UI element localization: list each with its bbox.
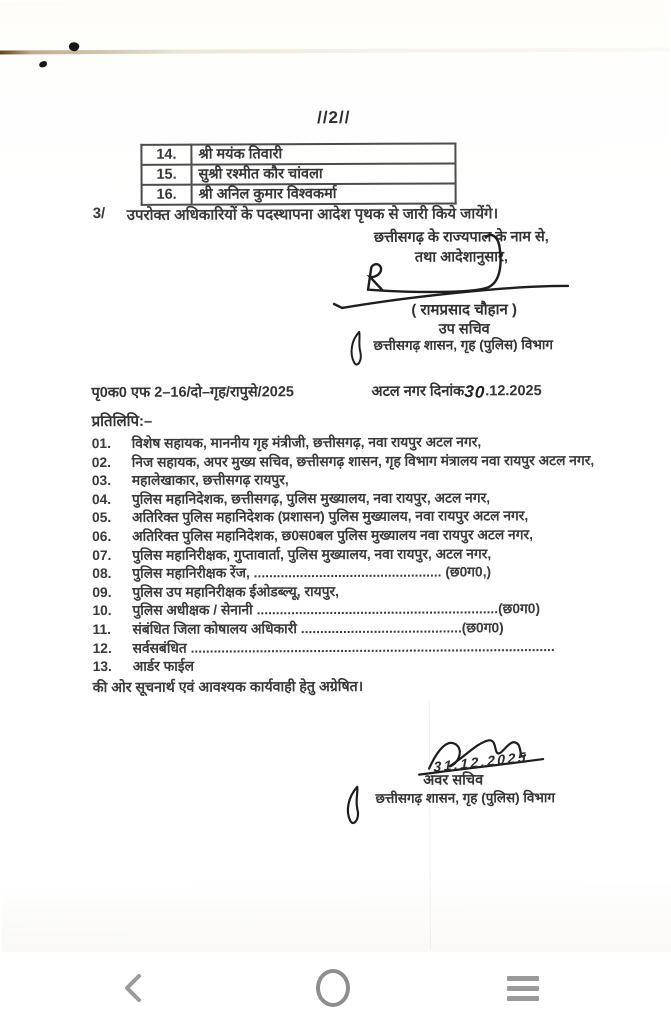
row-number: 15. (141, 165, 191, 185)
reference-line (0, 380, 671, 409)
item-number: 05. (91, 510, 112, 526)
item-number: 10. (92, 603, 112, 619)
item-text: निज सहायक, अपर मुख्य सचिव, छत्तीसगढ़ शासन, गृह विभाग मंत्रालय नवा रायपुर अटल नगर, (131, 452, 595, 470)
list-item (92, 582, 597, 603)
back-button[interactable] (93, 952, 173, 1024)
list-item (92, 507, 597, 528)
item-text: पुलिस महानिदेशक, छत्तीसगढ़, पुलिस मुख्यालय, नवा रायपुर, अटल नगर, (131, 490, 491, 507)
row-number: 16. (142, 185, 192, 205)
list-item (92, 451, 597, 472)
row-number: 14. (141, 145, 191, 165)
authority-line: छत्तीसगढ़ के राज्यपाल के नाम से, (373, 229, 549, 246)
list-item (93, 656, 598, 677)
item-number: 01. (91, 435, 111, 452)
paper-crease (429, 700, 431, 950)
item-number: 09. (92, 584, 112, 600)
signatory-dept: छत्तीसगढ़ शासन, गृह (पुलिस) विभाग (373, 337, 554, 353)
handwritten-date: 31.12.2025 (433, 748, 528, 775)
item-text: पुलिस अधीक्षक / सेनानी ...............................................................(छ0ग0) (132, 601, 541, 619)
authority-block (344, 227, 579, 268)
home-button[interactable] (293, 952, 373, 1024)
item-text: अतिरिक्त पुलिस महानिदेशक (प्रशासन) पुलिस मुख्यालय, नवा रायपुर अटल नगर, (131, 508, 529, 526)
item-number: 07. (92, 547, 112, 563)
table-row (141, 143, 455, 164)
list-item (92, 544, 597, 565)
list-item (92, 563, 597, 584)
back-chevron-icon (121, 972, 145, 1004)
signatory-title: अवर सचिव (423, 772, 484, 789)
item-text: आर्डर फाईल (132, 658, 195, 675)
item-number: 04. (91, 491, 112, 507)
handwritten-day: 30 (463, 381, 486, 403)
signatory-dept: छत्तीसगढ़ शासन, गृह (पुलिस) विभाग (375, 790, 556, 806)
list-item (92, 526, 597, 547)
pen-flourish-icon (343, 785, 363, 825)
item-number: 03. (91, 473, 112, 489)
item-text: संबंधित जिला कोषालय अधिकारी ..........................................(छ0ग0) (132, 620, 504, 637)
signatory-name: ( रामप्रसाद चौहान ) (411, 301, 517, 319)
copy-heading: प्रतिलिपि:– (91, 412, 153, 431)
item-text: महालेखाकार, छत्तीसगढ़ रायपुर, (131, 472, 289, 489)
officer-name: श्री अनिल कुमार विश्वकर्मा (192, 183, 456, 204)
officers-table (140, 142, 456, 205)
item-number: 11. (92, 621, 111, 637)
list-item (92, 619, 597, 640)
date-label: अटल नगर दिनांक (371, 383, 465, 400)
item-number: 02. (91, 454, 112, 470)
item-text: पुलिस महानिरीक्षक रेंज, ................................................. (छ0ग0,) (132, 564, 492, 582)
list-item (92, 433, 597, 454)
reference-number: पृ0क0 एफ 2–16/दो–गृह/रापुसे/2025 (91, 384, 294, 402)
table-row (141, 163, 455, 184)
item-number: 13. (92, 659, 112, 675)
closing-line: की ओर सूचनार्थ एवं आवश्यक कार्यवाही हेतु अग्रेषित। (92, 678, 364, 696)
home-circle-icon (316, 969, 350, 1007)
place-and-date (371, 380, 541, 401)
list-item (93, 637, 598, 658)
item-number: 08. (92, 566, 112, 582)
ink-blot (38, 60, 47, 68)
item-text: पुलिस महानिरीक्षक, गुप्तावार्ता, पुलिस मुख्यालय, नवा रायपुर, अटल नगर, (132, 545, 492, 563)
list-item (92, 600, 597, 621)
paragraph-text: उपरोक्त अधिकारियों के पदस्थापना आदेश पृथक से जारी किये जायेंगे। (126, 205, 499, 224)
scan-edge-artifact (0, 48, 669, 55)
item-text: सर्वसबंधित ............................................................................................... (132, 638, 555, 656)
signatory-title: उप सचिव (438, 321, 490, 338)
item-number: 12. (92, 640, 112, 656)
officer-name: सुश्री रश्मीत कौर चांवला (191, 163, 455, 184)
authority-line: तथा आदेशानुसार, (414, 249, 508, 266)
copy-list (92, 433, 598, 698)
hamburger-menu-icon (507, 976, 539, 1001)
android-navbar (0, 952, 671, 1024)
paragraph-number: 3/ (92, 205, 106, 223)
officer-name: श्री मयंक तिवारी (191, 143, 455, 164)
list-item (92, 489, 597, 510)
page-number: //2// (317, 107, 351, 128)
item-text: पुलिस उप महानिरीक्षक ईओडब्ल्यू, रायपुर, (132, 583, 340, 600)
list-item (92, 470, 597, 491)
item-number: 06. (92, 528, 112, 545)
item-text: विशेष सहायक, माननीय गृह मंत्रीजी, छत्तीसगढ़, नवा रायपुर अटल नगर, (131, 434, 482, 451)
recents-menu-button[interactable] (483, 952, 563, 1024)
paragraph-3 (93, 203, 573, 225)
table-row (142, 183, 456, 204)
date-printed: .12.2025 (485, 383, 542, 400)
pen-flourish-icon (347, 330, 365, 366)
item-text: अतिरिक्त पुलिस महानिदेशक, छ0स0बल पुलिस मुख्यालय नवा रायपुर अटल नगर, (132, 527, 533, 544)
